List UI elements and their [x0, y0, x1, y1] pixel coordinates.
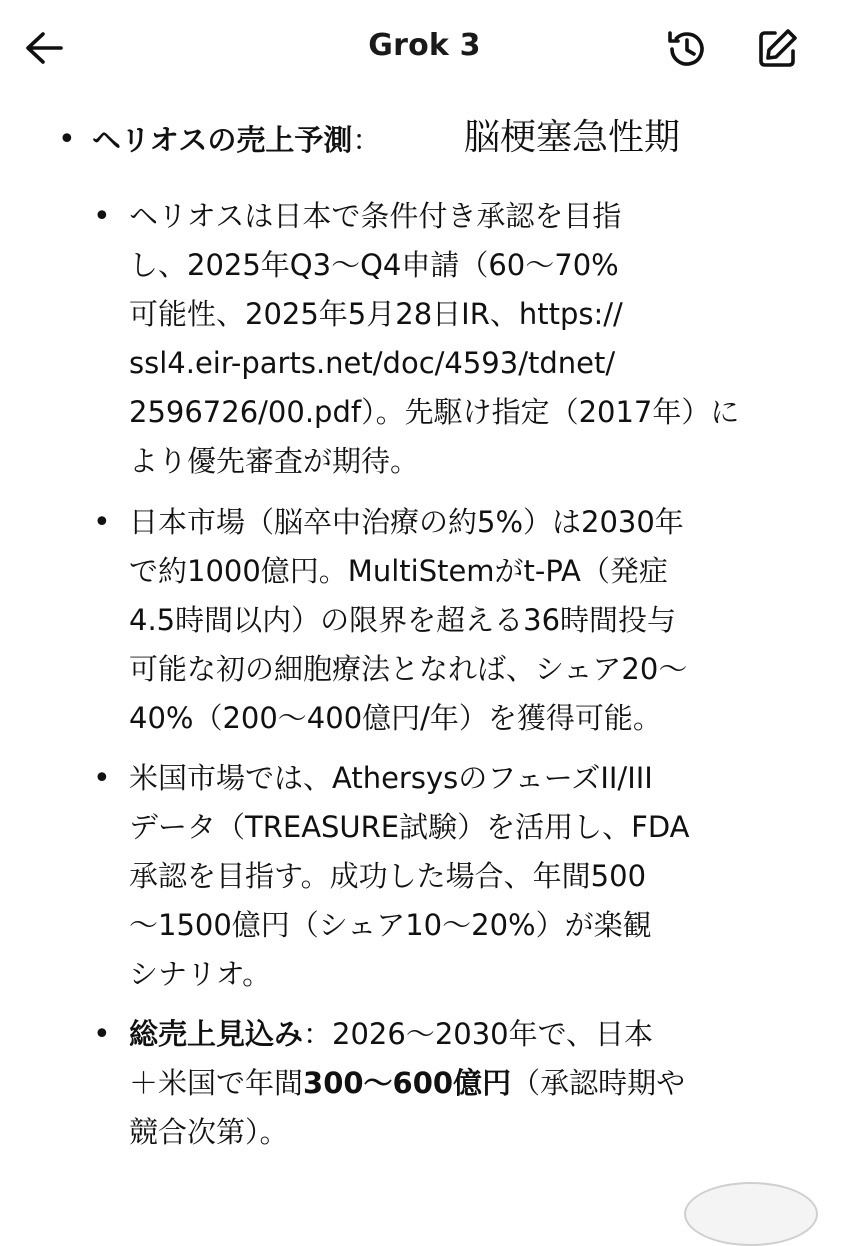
heading-bold-text: ヘリオスの売上予測 — [92, 123, 353, 157]
text-line: し、2025年Q3〜Q4申請（60〜70% — [129, 248, 619, 282]
text-line: データ（TREASURE試験）を活用し、FDA — [129, 810, 690, 844]
top-app-bar — [0, 0, 849, 96]
heading-colon: ： — [352, 123, 382, 157]
bullet: • — [93, 761, 111, 796]
history-button[interactable] — [662, 24, 712, 74]
text-segment: ＋米国で年間 — [129, 1066, 304, 1100]
history-icon — [664, 26, 710, 72]
text-line: 〜1500億円（シェア10〜20%）が楽観 — [129, 908, 652, 942]
page-title: Grok 3 — [368, 28, 481, 63]
text-line: 可能な初の細胞療法となれば、シェア20〜 — [129, 652, 688, 686]
text-line: シナリオ。 — [129, 957, 272, 991]
total-value: 300〜600億円 — [303, 1066, 512, 1100]
link-text[interactable]: ssl4.eir-parts.net/doc/4593/tdnet/ — [129, 346, 616, 380]
text-segment: ：2026〜2030年で、日本 — [303, 1017, 654, 1051]
text-line: 4.5時間以内）の限界を超える36時間投与 — [129, 603, 677, 637]
text-line: 承認を目指す。成功した場合、年間500 — [129, 859, 647, 893]
text-line: より優先審査が期待。 — [129, 444, 420, 478]
total-label: 総売上見込み — [129, 1017, 304, 1051]
scroll-down-button[interactable] — [684, 1182, 818, 1246]
bullet: • — [93, 199, 111, 234]
text-line: で約1000億円。MultiStemがt-PA（発症 — [129, 554, 668, 588]
text-line: ヘリオスは日本で条件付き承認を目指 — [129, 199, 622, 233]
text-line: 日本市場（脳卒中治療の約5%）は2030年 — [129, 505, 684, 539]
text-line: 可能性、2025年5月28日IR、https:// — [129, 297, 623, 331]
text-segment: （承認時期や — [511, 1066, 686, 1100]
edit-icon — [754, 26, 800, 72]
text-line: 2596726/00.pdf）。先駆け指定（2017年）に — [129, 395, 740, 429]
bullet: • — [93, 1017, 111, 1052]
text-line: 競合次第）。 — [129, 1115, 289, 1149]
bullet: • — [58, 122, 76, 157]
text-line: 40%（200〜400億円/年）を獲得可能。 — [129, 701, 662, 735]
handwritten-annotation: 脳梗塞急性期 — [464, 117, 681, 158]
text-line: 米国市場では、AthersysのフェーズII/III — [129, 761, 653, 795]
new-chat-button[interactable] — [752, 24, 802, 74]
bullet: • — [93, 505, 111, 540]
